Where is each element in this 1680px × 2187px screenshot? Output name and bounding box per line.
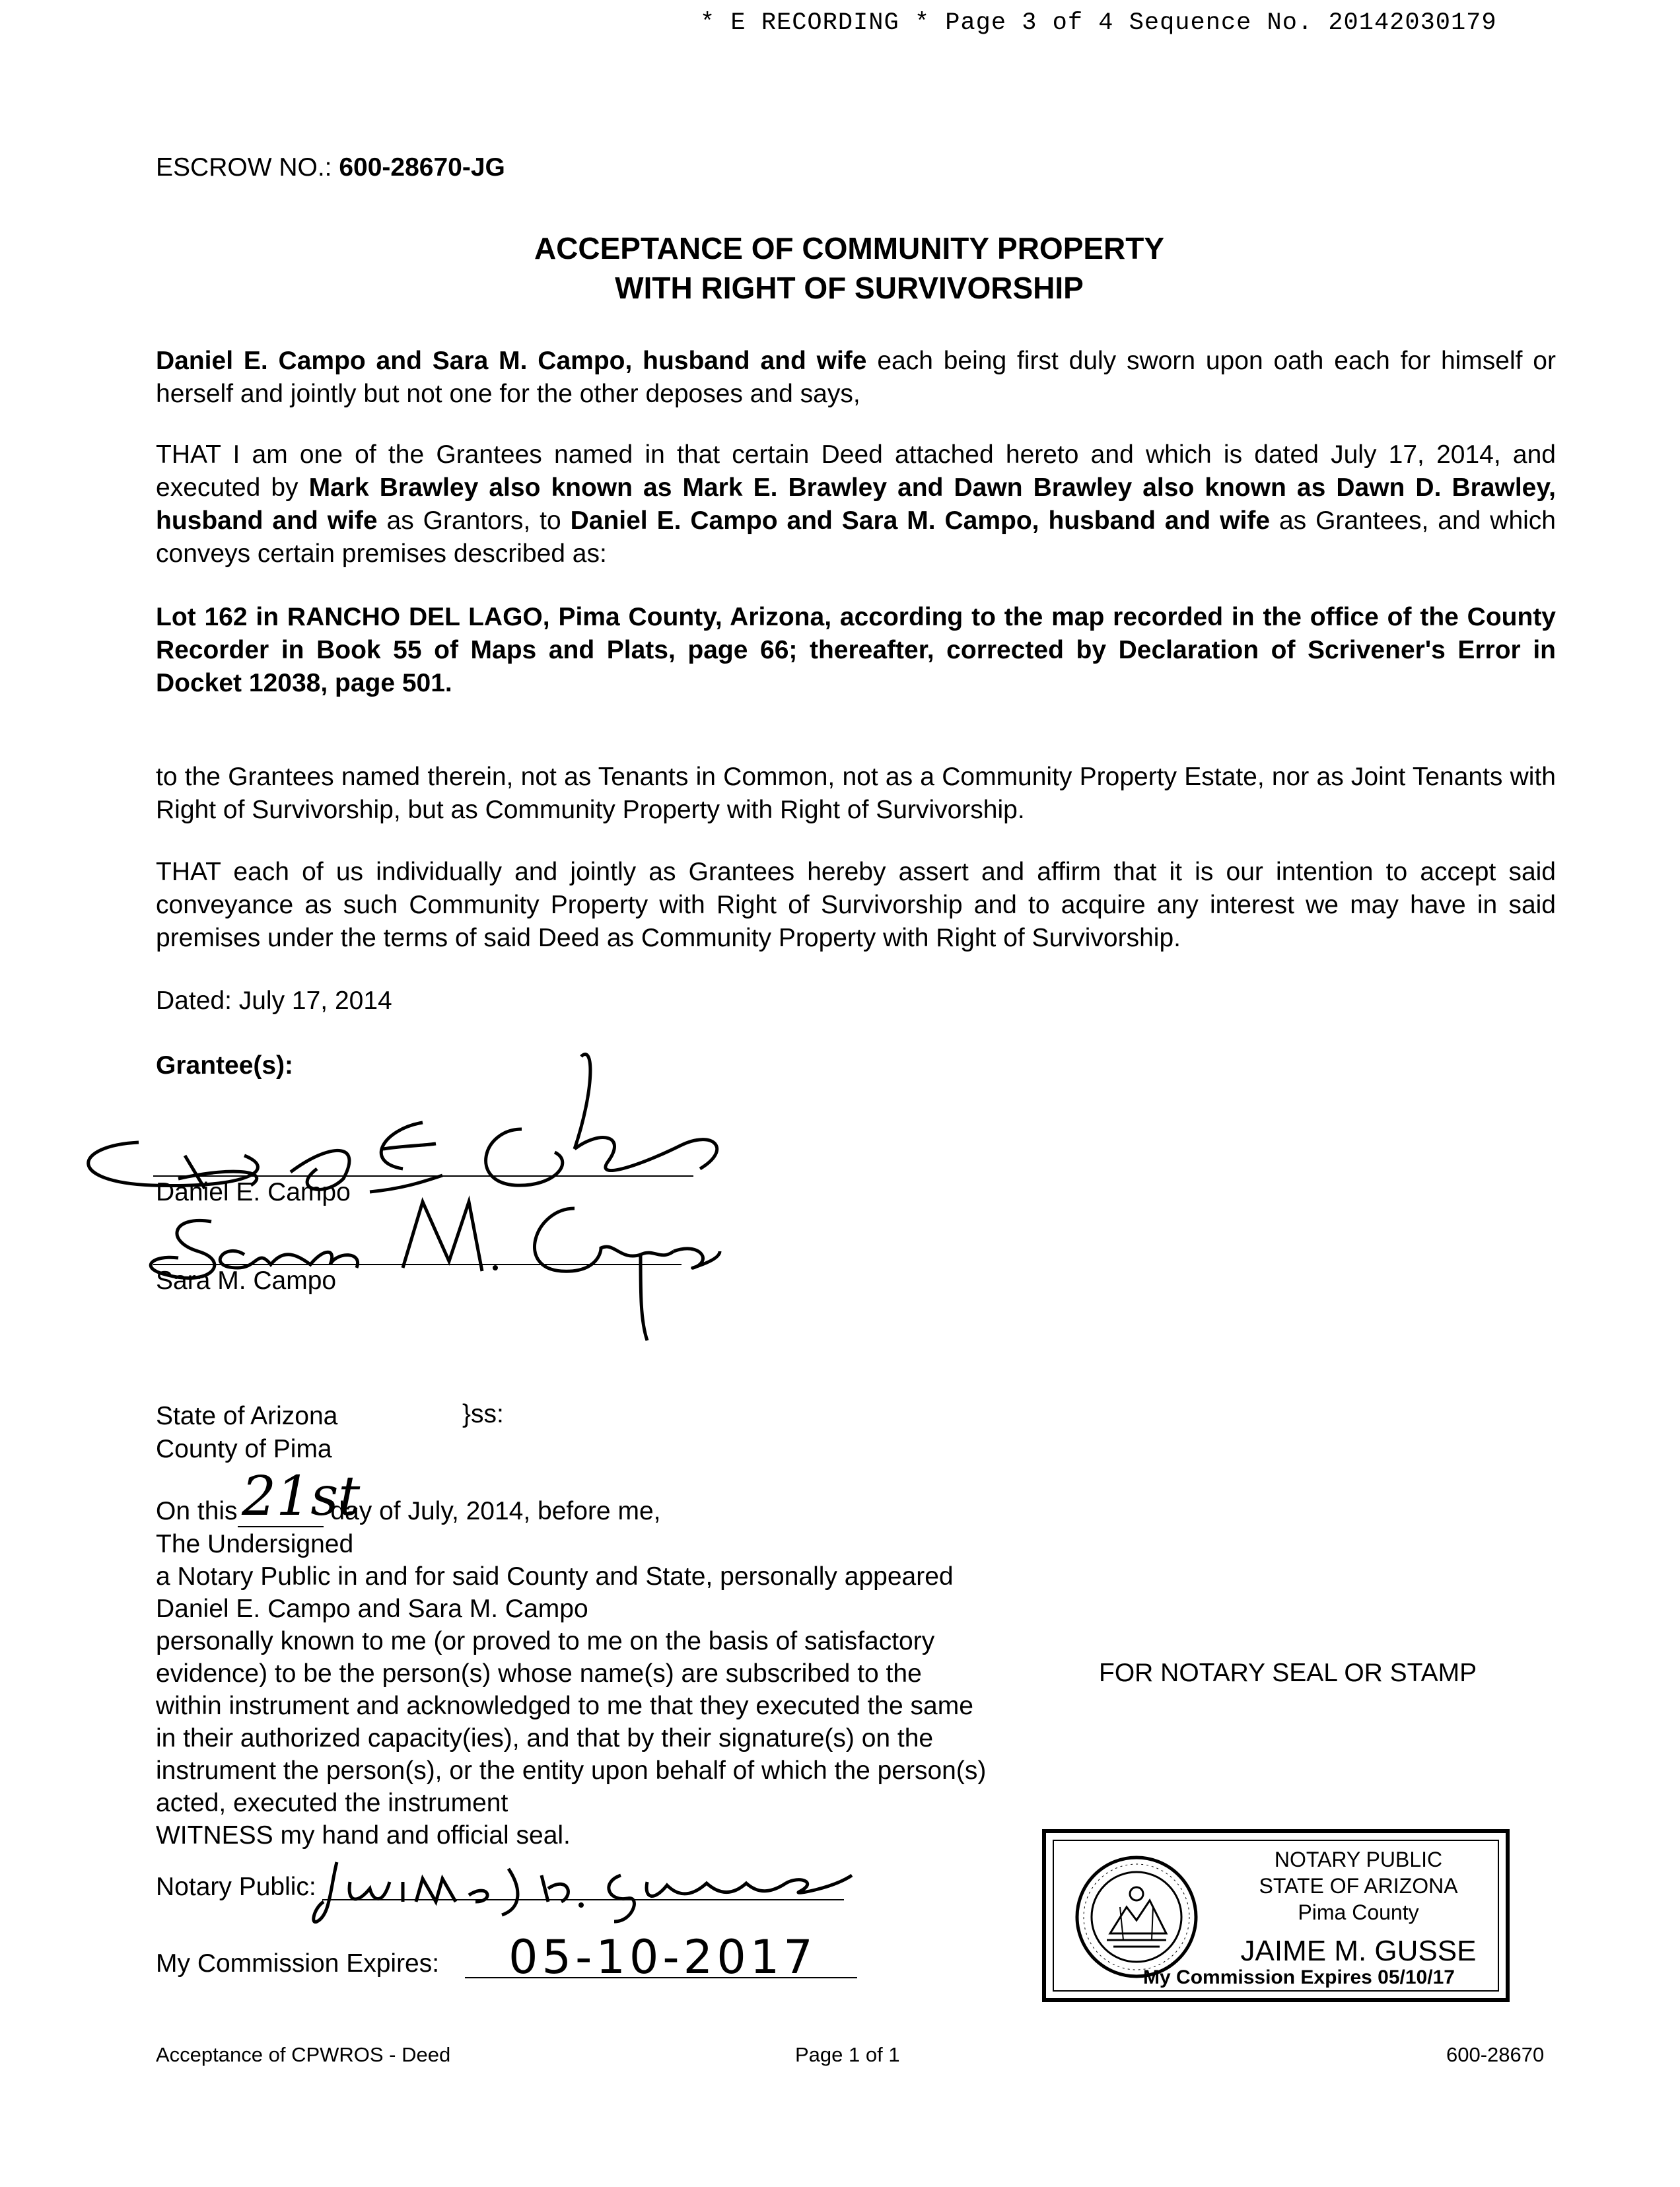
- escrow-label: ESCROW NO.:: [156, 153, 332, 182]
- ack-line: evidence) to be the person(s) whose name(s) are subscribed to the: [156, 1659, 922, 1688]
- seal-line-3: Pima County: [1298, 1900, 1419, 1924]
- recording-header: * E RECORDING * Page 3 of 4 Sequence No. 20142030179: [700, 9, 1497, 37]
- handwritten-commission-date: [508, 1926, 852, 1985]
- intro-text: each being first duly sworn upon oath each for himself or herself and jointly but not one for the other deposes and says,: [156, 347, 1556, 408]
- footer-file-number: 600-28670: [1446, 2043, 1545, 2066]
- signature-sara-campo: [139, 1175, 733, 1347]
- ack-line: The Undersigned: [156, 1530, 354, 1558]
- escrow-value: 600-28670-JG: [339, 153, 505, 182]
- footer-document-name: Acceptance of CPWROS - Deed: [156, 2043, 451, 2066]
- ack-line: instrument the person(s), or the entity upon behalf of which the person(s): [156, 1756, 987, 1785]
- signer-1-name: Daniel E. Campo: [156, 1178, 351, 1206]
- venue-county: County of Pima: [156, 1435, 332, 1463]
- that1-grantors: Mark Brawley also known as Mark E. Brawley and Dawn Brawley also known as Dawn D. Brawley, husband and wife: [156, 473, 1556, 535]
- handwritten-commission-date-text: 05-10-2017: [508, 1930, 817, 1984]
- title-line-2: WITH RIGHT OF SURVIVORSHIP: [615, 271, 1084, 305]
- commission-expires-label: My Commission Expires:: [156, 1949, 440, 1978]
- that1-part1: THAT I am one of the Grantees named in that certain Deed attached hereto and which is dated July 17, 2014, and executed by: [156, 440, 1556, 502]
- seal-line-2: STATE OF ARIZONA: [1259, 1874, 1458, 1898]
- seal-notary-name: JAIME M. GUSSE: [1240, 1935, 1477, 1967]
- seal-line-1: NOTARY PUBLIC: [1274, 1848, 1443, 1871]
- that1-grantees: Daniel E. Campo and Sara M. Campo, husband and wife: [570, 506, 1271, 535]
- ack-line: personally known to me (or proved to me on the basis of satisfactory: [156, 1627, 935, 1655]
- notary-public-label: Notary Public:: [156, 1873, 316, 1901]
- that1-part2: as Grantors, to: [377, 506, 571, 535]
- deed-reference-paragraph: [156, 438, 1556, 571]
- seal-text: [1218, 1846, 1499, 1970]
- that1-part3: as Grantees, and which conveys certain premises described as:: [156, 506, 1556, 568]
- footer-page-number: Page 1 of 1: [795, 2043, 900, 2066]
- signer-2-name: Sara M. Campo: [156, 1267, 337, 1295]
- day-of-text: day of July, 2014, before me,: [330, 1497, 661, 1525]
- ack-line: a Notary Public in and for said County and State, personally appeared: [156, 1562, 954, 1591]
- ack-line: Daniel E. Campo and Sara M. Campo: [156, 1595, 588, 1623]
- escrow-number: [156, 153, 505, 182]
- affirmation-paragraph: THAT each of us individually and jointly as Grantees hereby assert and affirm that it is our intention to accept said conveyance as such Community Property with Right of Survivorship and to acquire any interest we may have in said premises under the terms of said Deed as Community Property with Right of Survivorship.: [156, 858, 1556, 952]
- venue-ss: }ss:: [462, 1400, 504, 1428]
- ack-line: within instrument and acknowledged to me that they executed the same: [156, 1692, 973, 1720]
- venue-state: State of Arizona: [156, 1402, 338, 1430]
- seal-expiration: My Commission Expires 05/10/17: [1143, 1966, 1455, 1988]
- notary-seal-stamp: [1042, 1829, 1510, 2002]
- arizona-state-seal-icon: [1074, 1854, 1199, 1980]
- dated-line: Dated: July 17, 2014: [156, 987, 392, 1015]
- grantees-label: Grantee(s):: [156, 1051, 294, 1080]
- title-line-1: ACCEPTANCE OF COMMUNITY PROPERTY: [534, 231, 1165, 265]
- ack-line: acted, executed the instrument: [156, 1789, 508, 1817]
- intro-paragraph: [156, 345, 1556, 411]
- document-title: [156, 228, 1543, 308]
- legal-description: Lot 162 in RANCHO DEL LAGO, Pima County, Arizona, according to the map recorded in the office of the County Recorder in Book 55 of Maps and Plats, page 66; thereafter, corrected by Declaration of Scrivener's Error in Docket 12038, page 501.: [156, 603, 1556, 697]
- ack-line: WITNESS my hand and official seal.: [156, 1821, 571, 1850]
- ack-line: in their authorized capacity(ies), and that by their signature(s) on the: [156, 1724, 934, 1753]
- acknowledgment-text: [156, 1528, 986, 1852]
- on-this-label: On this: [156, 1497, 238, 1525]
- handwritten-day-text: 21st: [242, 1465, 361, 1528]
- tenancy-paragraph: to the Grantees named therein, not as Tenants in Common, not as a Community Property Estate, nor as Joint Tenants with Right of Survivorship, but as Community Property with Right of Survivorship.: [156, 763, 1556, 824]
- intro-parties: Daniel E. Campo and Sara M. Campo, husband and wife: [156, 347, 867, 375]
- handwritten-day: [242, 1449, 374, 1528]
- seal-area-label: FOR NOTARY SEAL OR STAMP: [1099, 1659, 1477, 1687]
- acknowledgment-date-line: [156, 1495, 660, 1527]
- signature-notary: [310, 1842, 892, 1935]
